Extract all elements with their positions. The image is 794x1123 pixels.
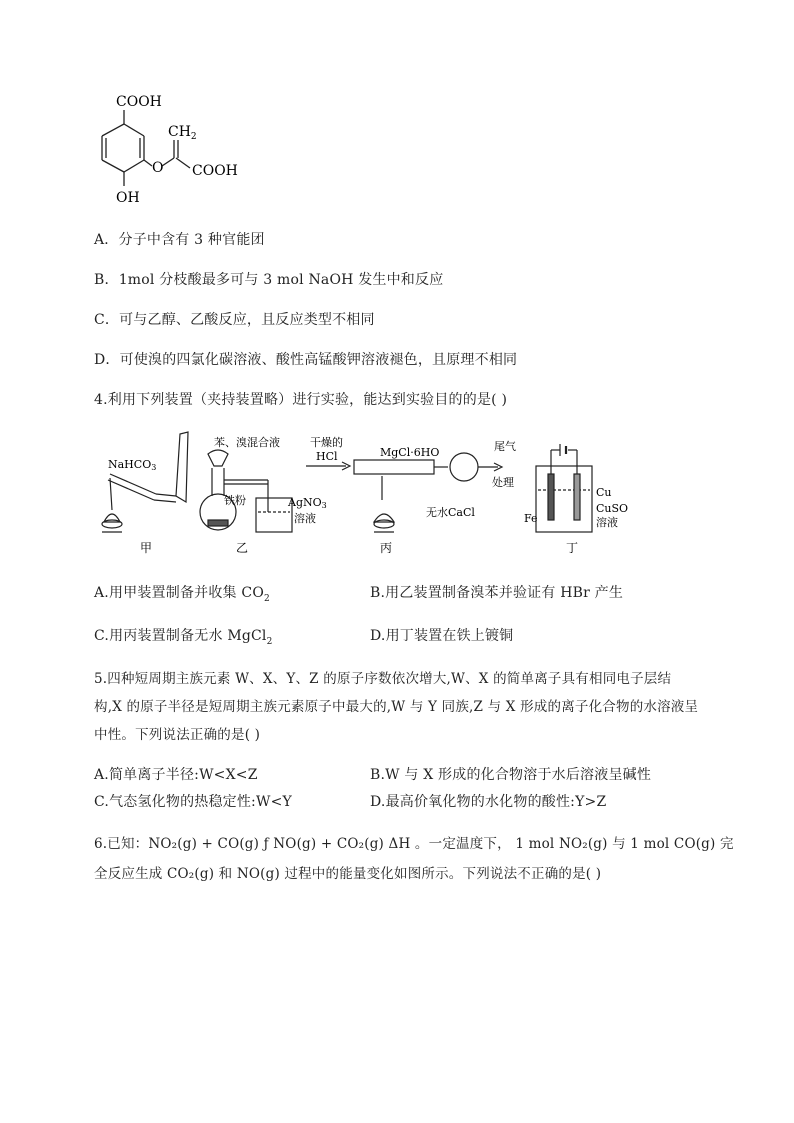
q3-option-d: D．可使溴的四氯化碳溶液、酸性高锰酸钾溶液褪色，且原理不相同 xyxy=(94,352,518,368)
cacl2-label: 无水CaCl xyxy=(426,506,475,519)
q3-option-a: A．分子中含有 3 种官能团 xyxy=(94,232,265,248)
tail1-label: 尾气 xyxy=(494,440,516,453)
q4-option-b: B.用乙装置制备溴苯并验证有 HBr 产生 xyxy=(370,585,624,601)
q6-line-2: 全反应生成 CO₂(g) 和 NO(g) 过程中的能量变化如图所示。下列说法不正确的是( ) xyxy=(94,866,602,882)
q3-option-b: B．1mol 分枝酸最多可与 3 mol NaOH 发生中和反应 xyxy=(94,272,444,288)
hcl-label: HCl xyxy=(316,450,338,463)
q4-stem: 4.利用下列装置（夹持装置略）进行实验，能达到实验目的的是( ) xyxy=(94,392,508,408)
q3-option-c: C．可与乙醇、乙酸反应，且反应类型不相同 xyxy=(94,312,375,328)
cu-label: Cu xyxy=(596,486,612,499)
mgcl2-label: MgCl·6HO xyxy=(380,446,440,459)
q5-option-c: C.气态氢化物的热稳定性:W<Y xyxy=(94,794,292,810)
q5-option-b: B.W 与 X 形成的化合物溶于水后溶液呈碱性 xyxy=(370,767,652,783)
jia-label: 甲 xyxy=(140,541,153,555)
bing-label: 丙 xyxy=(380,541,393,555)
apparatus-figure xyxy=(96,424,629,559)
q4-option-c: C.用丙装置制备无水 MgCl$_2$ xyxy=(94,628,273,647)
cooh-right: COOH xyxy=(192,163,238,179)
solution2-label: 溶液 xyxy=(596,516,618,529)
q4-option-a: A.用甲装置制备并收集 $CO_2$ xyxy=(94,585,270,604)
oh-label: OH xyxy=(116,190,140,206)
q5-line-2: 构,X 的原子半径是短周期主族元素原子中最大的,W 与 Y 同族,Z 与 X 形成的离子化合物的水溶液呈 xyxy=(94,699,699,715)
oxygen-label: O xyxy=(152,160,164,176)
q5-option-a: A.简单离子半径:W<X<Z xyxy=(94,767,258,783)
nahco3-label: NaHCO3 xyxy=(108,458,157,472)
cuso4-label: CuSO xyxy=(596,502,629,515)
yi-label: 乙 xyxy=(236,541,249,555)
benzene-mix-label: 苯、溴混合液 xyxy=(214,436,280,449)
ch2-label: $CH_2$ xyxy=(168,124,197,142)
q5-line-1: 5.四种短周期主族元素 W、X、Y、Z 的原子序数依次增大,W、X 的简单离子具有相同电子层结 xyxy=(94,671,672,687)
q4-option-d: D.用丁装置在铁上镀铜 xyxy=(370,628,514,644)
agno3-label: AgNO3 xyxy=(288,496,327,510)
q5-option-d: D.最高价氧化物的水化物的酸性:Y>Z xyxy=(370,794,607,810)
ding-label: 丁 xyxy=(566,541,579,555)
iron-powder-label: 铁粉 xyxy=(224,494,246,507)
q5-line-3: 中性。下列说法正确的是( ) xyxy=(94,727,261,743)
fe-label: Fe xyxy=(524,512,538,525)
dry-label: 干燥的 xyxy=(310,436,343,449)
tail2-label: 处理 xyxy=(492,476,514,489)
cooh-top: COOH xyxy=(116,94,162,110)
solution1-label: 溶液 xyxy=(294,512,316,525)
branching-acid-structure xyxy=(90,88,260,213)
q6-line-1: 6.已知：NO₂(g) + CO(g) ƒ NO(g) + CO₂(g) ΔH 。一定温度下， 1 mol NO₂(g) 与 1 mol CO(g) 完 xyxy=(94,836,734,852)
